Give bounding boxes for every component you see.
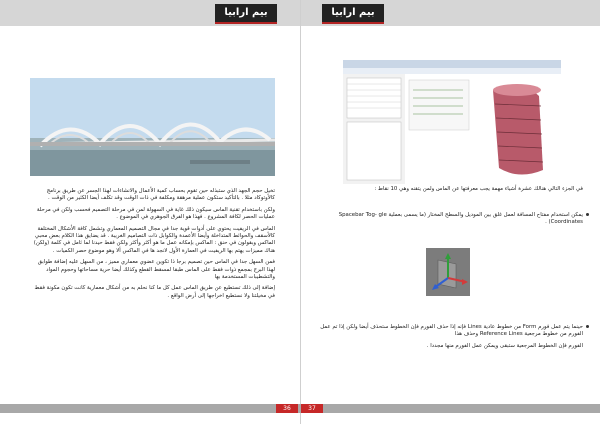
bridge-illustration — [30, 78, 275, 176]
bullet-item-2-continuation: الفورم فإن الخطوط المرجعية ستبقى ويمكن عمل الفورم منها مجددا . — [426, 342, 583, 349]
bullet-item-2 — [317, 324, 583, 354]
xyz-axes-icon — [426, 248, 470, 296]
left-article-body — [30, 188, 275, 304]
revit-massing-illustration — [343, 60, 561, 184]
revit-screenshot — [343, 60, 561, 184]
bullet-item-1: يمكن استخدام مفتاح المسافة لعمل غلق بين الموديل والسطح المختار (ما يسمى بعملية Spacebar Tog- gle Coordinates) . — [338, 212, 583, 226]
paragraph: إضافة إلى ذلك تستطيع عن طريق الماس عمل كل ما كنا نحلم به من أشكال معمارية كانت تكون مكونة فقط في مخيلتنا ولا نستطيع اخراجها إلى أرض الواقع . — [34, 285, 275, 299]
paragraph: الماس في الريفيت يحتوي على أدوات قوية جدا في مجال التصميم المعماري وتشمل كافة الأشكال المختلفة كالأسقف والحوائط المتداخلة وأيضا الأعمدة والكوابل ذات التصاميم الغريبة . قد يضايق هذا الكلام بعض محبي الماكس وبقولون في حنق : الماكس بإمكانه عمل ما هو أكثر وأكثر ولكن فقط حيدنا لما ثامل في كلمة (ولكن) هناك مميزات يهتم بها الريفيت في العمارة الأول لانجد ها في الماكس ألا وهو موضوع حصر الكميات . — [33, 225, 275, 254]
paragraph: فمن السهل جدا في الماس حين تصميم برجا ذا تكوين عضوي معماري مميز ، من السهل عليه إضافة طوابق لهذا البرج بمجمع ذوات فقط على الماس طبقا لمسقط القطع وكذلك أيضا حرية مساحاتها وحجوم المواد والتشطيبات المستخدمة بها — [37, 259, 275, 281]
page-number-right: 37 — [301, 404, 323, 413]
bridge-photo — [30, 78, 275, 176]
bim-arabia-logo: بيم ارابيا — [215, 4, 277, 24]
bullet-item-2-text: حينما يتم عمل فورم Form من خطوط عادية Lines فإنه إذا حذف الفورم فإن الخطوط ستحذف أيضا ولكن إذا تم عمل الفورم من خطوط مرجعية Reference Lines وحذف هذا — [320, 324, 583, 338]
paragraph: ولكن باستخدام تقنية الماس سيكون ذلك غاية في السهولة لمن في مرحلة التصميم فحسب ولكن في مرحلة عمليات الحصر لكافة المشروع . فهذا هو الفرق الجوهري في الموضوع . — [36, 206, 275, 221]
right-header-bar — [301, 0, 600, 26]
axes-gizmo-image — [426, 248, 470, 296]
left-header-bar — [0, 0, 300, 26]
paragraph: تخيل حجم الجهد الذي ستبذله حين تقوم بحساب كمية الأعمال والانشاءات لهذا الجسر عن طريق برنامج كالأوتوكاد مثلا . بالتأكيد ستكون عملية مرهقة ومكلفة في ذات الوقت وقد تكلف أيضا الكثير من الوقت . — [46, 188, 275, 202]
footer-bar — [0, 404, 600, 413]
bim-arabia-logo: بيم ارابيا — [322, 4, 384, 24]
bullet-marker — [586, 213, 589, 216]
page-number-left: 36 — [276, 404, 298, 413]
intro-paragraph: في الجزء التالي هنالك عشرة أشياء مهمة يجب معرفتها عن الماس ولمن يتقنه وهي 10 نقاط : — [374, 186, 583, 192]
bullet-marker — [586, 325, 589, 328]
right-page — [301, 0, 600, 424]
